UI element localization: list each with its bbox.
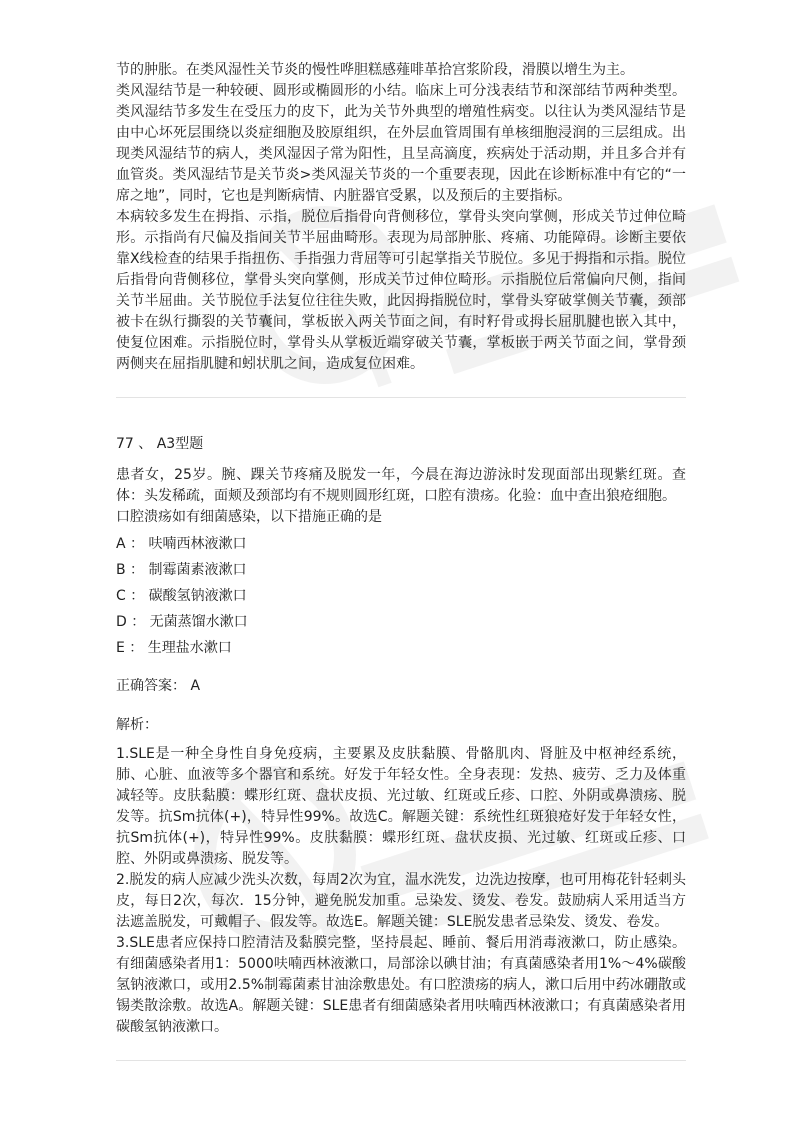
section-divider <box>116 397 686 398</box>
option-c: C ： 碳酸氢钠液漱口 <box>116 588 247 604</box>
question-stem: 患者女，25岁。腕、踝关节疼痛及脱发一年，今晨在海边游泳时发现面部出现紫红斑。查体：头发稀疏，面颊及颈部均有不规则圆形红斑，口腔有溃疡。化验：血中查出狼疮细胞。 <box>116 467 686 504</box>
analysis-paragraph: 节的肿胀。在类风湿性关节炎的慢性哗胆糕感薤啡革拾宫浆阶段，滑膜以增生为主。 <box>116 62 634 78</box>
option-b: B ： 制霉菌素液漱口 <box>116 562 247 578</box>
analysis-paragraph: 类风湿结节是一种较硬、圆形或椭圆形的小结。临床上可分浅表结节和深部结节两种类型。类风湿结节多发生在受压力的皮下，此为关节外典型的增殖性病变。以往认为类风湿结节是由中心坏死层围绕以炎症细胞及胶原组织，在外层血管周围有单核细胞浸润的三层组成。出现类风湿结节的病人，类风湿因子常为阳性，且呈高滴度，疾病处于活动期，并且多合并有血管炎。类风湿结节是关节炎>类风湿关节炎的一个重要表现，因此在诊断标准中有它的“一席之地”，同时，它也是判断病情、内脏器官受累，以及预后的主要指标。 <box>116 83 686 204</box>
question-title: 77 、 A3型题 <box>116 436 204 452</box>
option-d: D ： 无菌蒸馏水漱口 <box>116 614 248 630</box>
analysis-label: 解析： <box>116 717 158 733</box>
option-e: E ： 生理盐水漱口 <box>116 640 232 656</box>
document-page <box>116 60 686 1061</box>
analysis-paragraph: 2.脱发的病人应减少洗头次数，每周2次为宜，温水洗发，边洗边按摩，也可用梅花针轻刺头皮，每日2次，每次．15分钟，避免脱发加重。忌染发、烫发、卷发。鼓励病人采用适当方法遮盖脱发，可戴帽子、假发等。故选E。解题关键：SLE脱发患者忌染发、烫发、卷发。 <box>116 872 686 930</box>
analysis-paragraph: 3.SLE患者应保持口腔清洁及黏膜完整，坚持晨起、睡前、餐后用消毒液漱口，防止感染。有细菌感染者用1：5000呋喃西林液漱口，局部涂以碘甘油；有真菌感染者用1%～4%碳酸氢钠液漱口，或用2.5%制霉菌素甘油涂敷患处。有口腔溃疡的病人，漱口后用中药冰硼散或锡类散涂敷。故选A。解题关键：SLE患者有细菌感染者用呋喃西林液漱口；有真菌感染者用碳酸氢钠液漱口。 <box>116 935 686 1035</box>
question-prompt: 口腔溃疡如有细菌感染，以下措施正确的是 <box>116 509 382 525</box>
correct-answer: 正确答案： A <box>116 678 201 694</box>
analysis-paragraph: 1.SLE是一种全身性自身免疫病，主要累及皮肤黏膜、骨骼肌肉、肾脏及中枢神经系统，肺、心脏、血液等多个器官和系统。好发于年轻女性。全身表现：发热、疲劳、乏力及体重减轻等。皮肤黏膜：蝶形红斑、盘状皮损、光过敏、红斑或丘疹、口腔、外阴或鼻溃疡、脱发等。抗Sm抗体(+)，特异性99%。故选C。解题关键：系统性红斑狼疮好发于年轻女性，抗Sm抗体(+)，特异性99%。皮肤黏膜：蝶形红斑、盘状皮损、光过敏、红斑或丘疹、口腔、外阴或鼻溃疡、脱发等。 <box>116 746 686 867</box>
previous-question-analysis <box>116 60 686 375</box>
analysis-paragraph: 本病较多发生在拇指、示指，脱位后指骨向背侧移位，掌骨头突向掌侧，形成关节过伸位畸形。示指尚有尺偏及指间关节半屈曲畸形。表现为局部肿胀、疼痛、功能障碍。诊断主要依靠X线检查的结果手指扭伤、手指强力背屈等可引起掌指关节脱位。多见于拇指和示指。脱位后指骨向背侧移位，掌骨头突向掌侧，形成关节过伸位畸形。示指脱位后常偏向尺侧，指间关节半屈曲。关节脱位手法复位往往失败，此因拇指脱位时，掌骨头穿破掌侧关节囊，颈部被卡在纵行撕裂的关节囊间，掌板嵌入两关节面之间，有时籽骨或拇长屈肌腱也嵌入其中，使复位困难。示指脱位时，掌骨头从掌板近端穿破关节囊，掌板嵌于两关节面之间，掌骨颈两侧夹在屈指肌腱和蚓状肌之间，造成复位困难。 <box>116 209 686 372</box>
section-divider <box>116 1060 686 1061</box>
question-77 <box>116 434 686 1038</box>
option-a: A ： 呋喃西林液漱口 <box>116 536 247 552</box>
